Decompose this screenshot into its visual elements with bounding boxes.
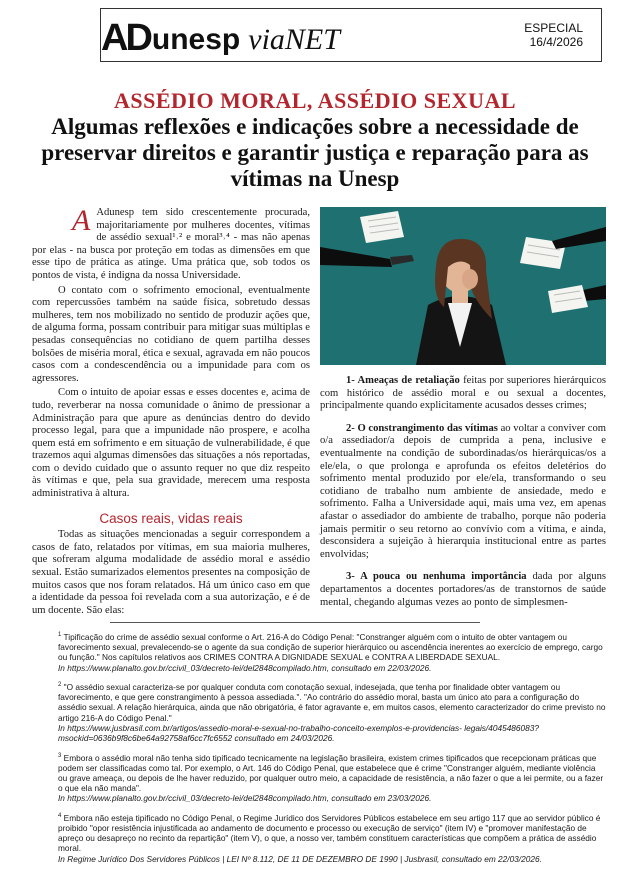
list-item-2-lead: 2- O constrangimento das vítimas: [346, 422, 498, 434]
footnote-3-number: 3: [58, 752, 62, 759]
footnote-1-text: Tipificação do crime de assédio sexual conforme o Art. 216-A do Código Penal: "Constranger alguém com o intuito de obter vantagem ou favorecimento sexual, prevalecendo-se o agente da sua condição de superior hierárquico ou ascendência inerentes ao exercício de emprego, cargo ou função." Nos capítulos relativos aos CRIMES CONTRA A DIGNIDADE SEXUAL e CONTRA A LIBERDADE SEXUAL.: [58, 631, 603, 663]
illustration-svg: [320, 207, 606, 365]
masthead-logo: [101, 11, 340, 57]
footnote-2-text: "O assédio sexual caracteriza-se por qualquer conduta com conotação sexual, indesejada, que tenha por finalidade obter vantagem ou favorecimento, e que gere constrangimento à pessoa assediada.". "Ao contrário do assédio moral, basta um único ato para a configuração do assédio sexual. A relação hierárquica, ainda que não obrigatória, é fator agravante e, em muitos casos, elemento caracterizador do crime previsto no artigo 216-A do Código Penal.": [58, 681, 606, 723]
list-item-3-text: dada por alguns departamentos a docentes portadores/as de transtornos de saúde mental, chegando algumas vezes ao ponto de simplesmen-: [320, 571, 606, 608]
footnote-3-source: In https://www.planalto.gov.br/ccivil_03/decreto-lei/del2848compilado.htm, consultado em 23/03/2026.: [58, 793, 432, 804]
logo-unesp-text: unesp: [151, 23, 241, 56]
footnote-1: [58, 630, 606, 673]
footnote-4-source: In Regime Jurídico Dos Servidores Públicos | LEI Nº 8.112, DE 11 DE DEZEMBRO DE 1990 | Jusbrasil, consultado em 22/03/2026.: [58, 853, 542, 864]
list-item-1-text: feitas por superiores hierárquicos com histórico de assédio moral e ou sexual a docentes, principalmente quando explicitamente acusados desses crimes;: [320, 375, 606, 412]
paragraph-contact: O contato com o sofrimento emocional, eventualmente com repercussões também na saúde física, sobretudo dessas mulheres, tem nos mobilizado no sentido de produzir ações que, de alguma forma, possam contribuir para mitigar suas múltiplas e pesadas consequências no cotidiano de quem partilha desses bolsões de miséria moral, ética e sexual, agravada em não poucos casos com a condescendência ou a impunidade para com os agressores.: [32, 284, 310, 384]
list-item-2: [320, 423, 606, 562]
left-column: [32, 204, 310, 617]
logo-vianet-text: viaNET: [248, 23, 340, 56]
footnote-2-source: In https://www.jusbrasil.com.br/artigos/assedio-moral-e-sexual-no-trabalho-conceito-exemplos-e-providencias- legais/4045486083?msockid=0636b9f8c6be64a92758af6cc7fc6552 consultado em 24/03/2026.: [58, 722, 539, 744]
footnote-divider: [110, 622, 480, 623]
dropcap-letter: A: [72, 204, 91, 237]
footnote-1-number: 1: [58, 632, 62, 638]
adunesp-logo-mark: AD: [101, 17, 150, 59]
edition-info: [524, 21, 583, 49]
footnote-4-number: 4: [58, 812, 62, 819]
footnote-3: [58, 751, 606, 804]
footnote-4-text: Embora não esteja tipificado no Código Penal, o Regime Jurídico dos Servidores Públicos estabelece em seu artigo 117 que ao servidor público é proibido "opor resistência injustificada ao andamento de documento e processo ou execução de serviço" (item IV) e "promover manifestação de apreço ou desapreço no recinto da repartição" (item V), o que, a nosso ver, também constituem características que compõem a prática de assédio moral.: [58, 812, 601, 854]
edition-date: 16/4/2026: [529, 35, 583, 49]
article-headline: Algumas reflexões e indicações sobre a necessidade de preservar direitos e garantir justiça e reparação para as vítimas na Unesp: [41, 114, 589, 191]
paragraph-intent: Com o intuito de apoiar essas e esses docentes e, acima de tudo, reverberar na nossa comunidade o ânimo de pressionar a Administração para que apure as denúncias dentro do devido processo legal, para que a impunidade não prospere, e acolha quem está em sofrimento e em situação de vulnerabilidade, é que trazemos aqui algumas dimensões das situações a nós reportadas, com o devido cuidado que o assunto requer no que diz respeito às vítimas e que, pela sua gravidade, merecem uma resposta administrativa à altura.: [32, 387, 310, 500]
footnote-3-text: Embora o assédio moral não tenha sido tipificado tecnicamente na legislação brasileira, existem crimes tipificados que recepcionam práticas que podem ser classificadas como tal. Por exemplo, o Art. 146 do Código Penal, que estabelece que é crime "Constranger alguém, mediante violência ou grave ameaça, ou depois de lhe haver reduzido, por qualquer outro meio, a capacidade de resistência, a não fazer o que a lei permite, ou a fazer o que ela não manda".: [58, 752, 604, 794]
list-item-2-text: ao voltar a conviver com o/a assediador/a depois de cumprida a pena, inclusive e eventualmente na condição de subordinadas/os hierárquicas/os a ele/ela, o que prolonga e aprofunda os efeitos deletérios do sofrimento mental produzido por ele/ela, transformando o seu cotidiano de trabalho num ambiente de ansiedade, medo e sofrimento. Falha a Universidade aqui, mais uma vez, em apenas afastar o assediador do ambiente de trabalho, porque não poderia jamais permitir o seu retorno ao convívio com a vítima, e ainda, desconsidera a sujeição à hierarquia institucional entre as partes envolvidas;: [320, 422, 606, 560]
list-item-1: [320, 375, 606, 413]
list-item-3-lead: 3- A pouca ou nenhuma importância: [346, 571, 527, 583]
harassment-illustration: [320, 207, 606, 365]
section-title-casos-reais: Casos reais, vidas reais: [99, 510, 243, 526]
footnote-2-number: 2: [58, 681, 62, 688]
list-item-1-lead: 1- Ameaças de retaliação: [346, 375, 460, 386]
paragraph-intro: [32, 204, 310, 283]
footnote-1-source: In https://www.planalto.gov.br/ccivil_03/decreto-lei/del2848compilado.htm, consultado em 22/03/2026.: [58, 662, 432, 673]
footnote-2: [58, 680, 606, 744]
right-column: [320, 375, 606, 609]
edition-label: ESPECIAL: [524, 21, 583, 35]
list-item-3: [320, 571, 606, 609]
article-kicker: ASSÉDIO MORAL, ASSÉDIO SEXUAL: [113, 88, 517, 113]
paragraph-intro-text: Adunesp tem sido crescentemente procurada, majoritariamente por mulheres docentes, vítimas de assédio sexual¹˒² e moral³˒⁴ - mas não apenas por elas - na busca por proteção em todas as dimensões em que esse tipo de prática as atinge. Uma prática que, sob todos os pontos de vista, é indigna da nossa Universidade.: [32, 207, 310, 281]
paragraph-situations: Todas as situações mencionadas a seguir correspondem a casos de fato, relatados por vítimas, em sua maioria mulheres, que sofreram alguma modalidade de assédio moral e assédio sexual. Estão sumarizados elementos presentes na composição de muitos casos que nos foram relatados. Há um único caso em que a identidade da pessoa foi revelada com a sua autorização, e é de um docente. São elas:: [32, 529, 310, 616]
footnotes: [58, 630, 606, 871]
masthead: [100, 8, 602, 62]
footnote-4: [58, 811, 606, 864]
